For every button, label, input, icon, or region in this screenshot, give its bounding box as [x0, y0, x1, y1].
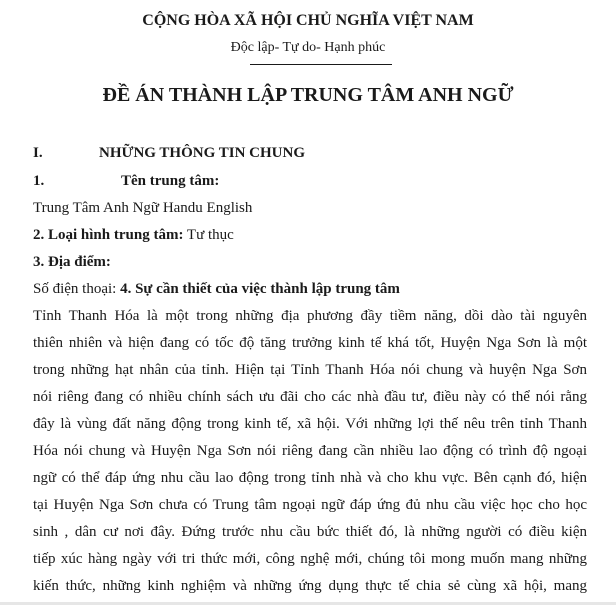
motto-underline: [250, 64, 392, 65]
item-2-value: Tư thục: [183, 227, 234, 243]
section-1-numeral: I.: [33, 145, 43, 161]
body-line: sinh , dân cư nơi đây. Đứng trước nhu cầu bức thiết đó, là những người có điều kiện: [33, 524, 587, 540]
body-line: đây là vùng đất năng động trong kinh tế, xã hội. Với những lợi thế nêu trên tỉnh Thanh: [33, 416, 587, 432]
body-line: Hóa nói chung và Huyện Nga Sơn nói riêng đang cần nhiều lao động có trình độ ngoại: [33, 443, 587, 459]
item-1-number: 1.: [33, 173, 45, 189]
body-line: ngữ có thể đáp ứng nhu cầu lao động trong tỉnh nhà và cho khu vực. Bên cạnh đó, hiện: [33, 470, 587, 486]
phone-line: [33, 281, 400, 298]
phone-label: Số điện thoại:: [33, 281, 121, 297]
center-name: Trung Tâm Anh Ngữ Handu English: [33, 200, 253, 216]
section-1-heading: NHỮNG THÔNG TIN CHUNG: [99, 145, 305, 161]
body-line: nói riêng đang có nhiều chính sách ưu đãi cho các nhà đầu tư, điều này có thể nói rằng: [33, 389, 587, 405]
item-2-label: 2. Loại hình trung tâm:: [33, 227, 184, 243]
item-3-label: 3. Địa điểm:: [33, 254, 111, 270]
national-motto: Độc lập- Tự do- Hạnh phúc: [230, 40, 386, 55]
item-1-label: Tên trung tâm:: [121, 173, 220, 189]
body-line: Tỉnh Thanh Hóa là một trong những địa phương đầy tiềm năng, dồi dào tài nguyên: [33, 308, 587, 324]
item-4-heading: 4. Sự cần thiết của việc thành lập trung tâm: [120, 281, 400, 297]
body-line: tiếp xúc hàng ngày với tri thức mới, công nghệ mới, chúng tôi mong muốn mang những: [33, 551, 587, 567]
body-line: kiến thức, những kinh nghiệm và những ứng dụng thực tế chia sẻ cùng xã hội, mang: [33, 578, 587, 594]
document-title: ĐỀ ÁN THÀNH LẬP TRUNG TÂM ANH NGỮ: [102, 84, 514, 106]
body-line: trong những hạt nhân của tỉnh. Hiện tại Tỉnh Thanh Hóa nói chung và huyện Nga Sơn: [33, 362, 587, 378]
body-line: tại Huyện Nga Sơn chưa có Trung tâm ngoại ngữ đáp ứng đủ nhu cầu việc học cho học: [33, 497, 587, 513]
item-2-line: [33, 227, 234, 244]
body-line: thiên nhiên và hiện đang có tốc độ tăng trưởng kinh tế khá tốt, Huyện Nga Sơn là một: [33, 335, 587, 351]
national-title: CỘNG HÒA XÃ HỘI CHỦ NGHĨA VIỆT NAM: [142, 12, 474, 29]
